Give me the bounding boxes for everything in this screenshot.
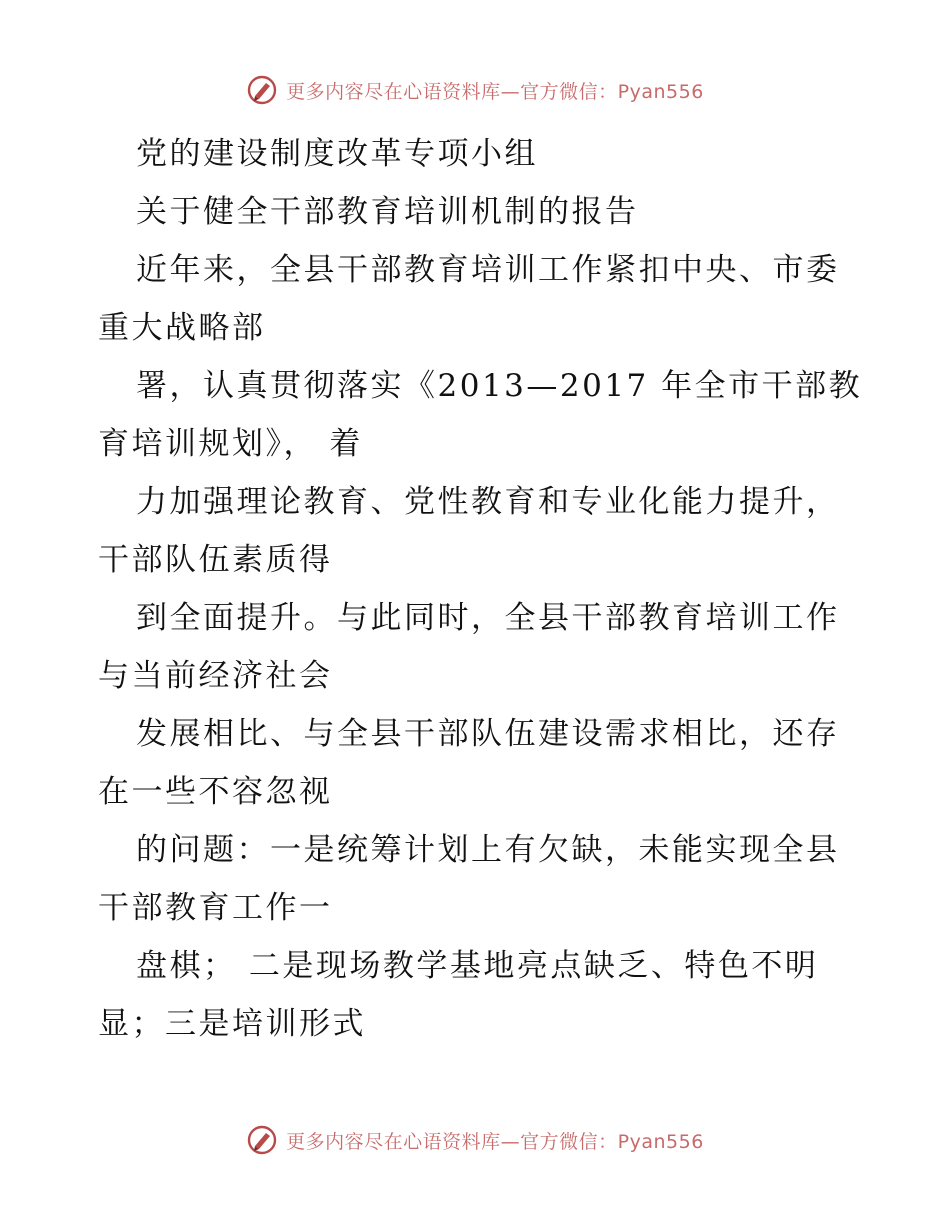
text-line: 近年来，全县干部教育培训工作紧扣中央、市委 [136,252,840,288]
footer-watermark [0,1120,950,1160]
document-body [98,125,868,1053]
watermark-text: 更多内容尽在心语资料库—官方微信：Pyan556 [286,80,704,103]
text-line: 党的建设制度改革专项小组 [136,136,538,172]
text-line: 署，认真贯彻落实《2013—2017 年全市干部教 [136,368,863,404]
text-line: 到全面提升。与此同时，全县干部教育培训工作 [136,600,840,636]
text-line: 关于健全干部教育培训机制的报告 [136,194,639,230]
pen-logo-icon [246,1124,278,1156]
text-line: 的问题：一是统筹计划上有欠缺，未能实现全县 [136,832,840,868]
text-line: 重大战略部 [98,310,266,346]
text-line: 干部队伍素质得 [98,542,333,578]
text-line: 发展相比、与全县干部队伍建设需求相比，还存 [136,716,840,752]
watermark-text: 更多内容尽在心语资料库—官方微信：Pyan556 [286,1130,704,1153]
text-line: 力加强理论教育、党性教育和专业化能力提升， [136,484,840,520]
text-line: 育培训规划》， 着 [98,426,363,462]
text-line: 与当前经济社会 [98,658,333,694]
text-line: 干部教育工作一 [98,890,333,926]
text-line: 显；三是培训形式 [98,1006,366,1042]
text-line: 在一些不容忽视 [98,774,333,810]
header-watermark [0,70,950,110]
pen-logo-icon [246,74,278,106]
text-line: 盘棋； 二是现场教学基地亮点缺乏、特色不明 [136,948,819,984]
